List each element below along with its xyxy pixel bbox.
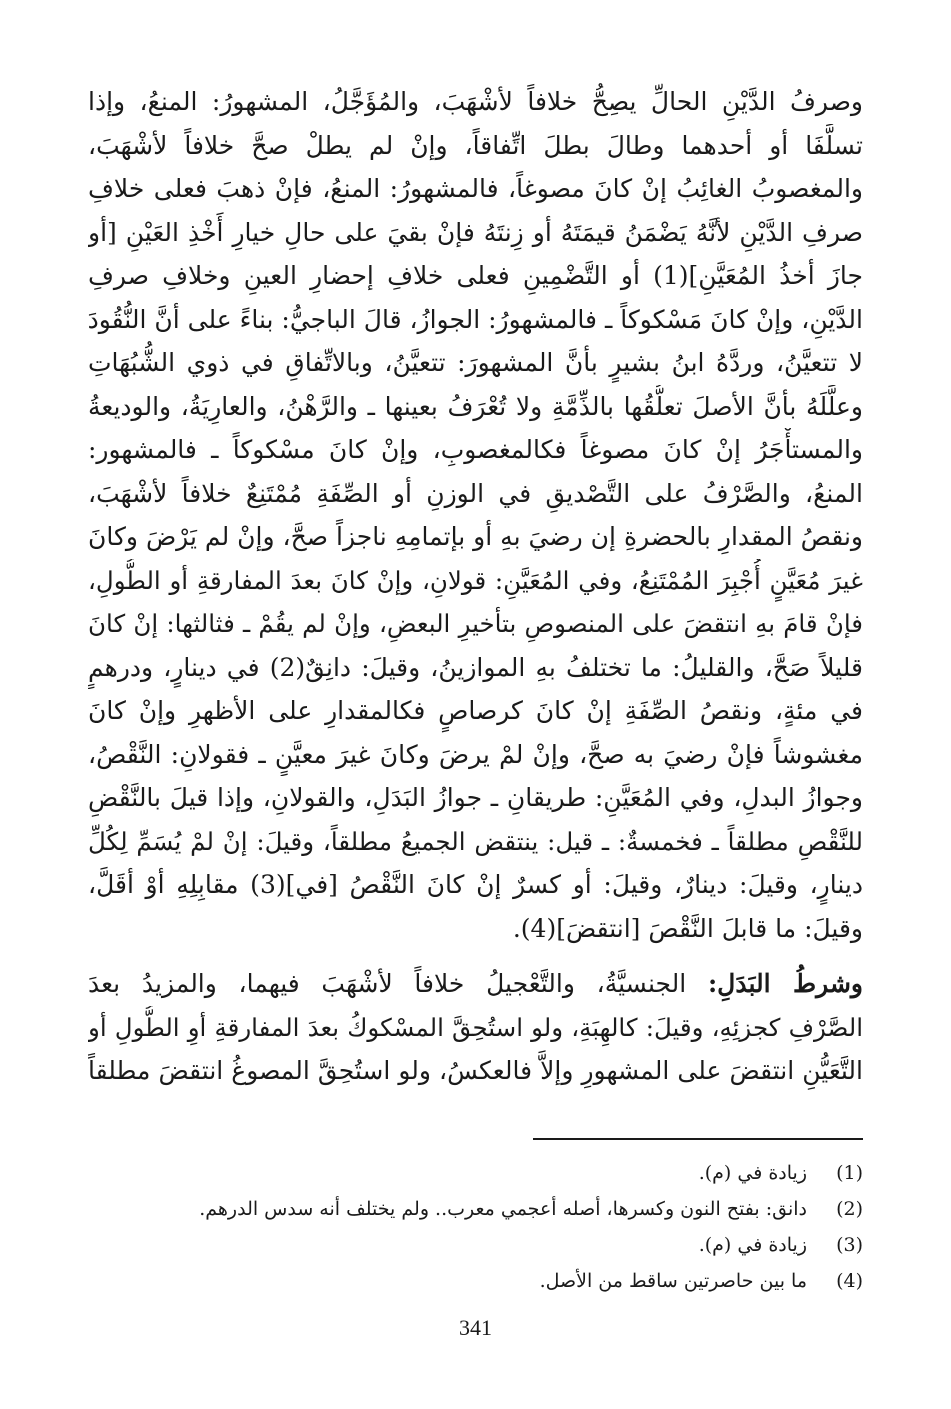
text-line: للنَّقْصِ مطلقاً ـ فخمسةٌ: ـ قيل: ينتقض الجميعُ مطلقاً، وقيلَ: إنْ لمْ يُسَمِّ لِكُلِّ (88, 826, 863, 856)
text-line: غيرَ مُعَيَّنٍ أُجْبِرَ المُمْتَنِعُ، وفي المُعَيَّنِ: قولانِ، وإنْ كانَ بعدَ المفارقةِ أو الطُّولِ، (88, 565, 863, 595)
text-line: المنعُ، والصَّرْفُ على التَّصْديقِ في الوزنِ أو الصِّفَةِ مُمْتَنِعٌ خلافاً لأشْهَبَ، (88, 478, 863, 508)
text-line: والمستأْجَرُ إنْ كانَ مصوغاً فكالمغصوبِ، وإنْ كانَ مسْكوكاً ـ فالمشهور: (88, 435, 863, 464)
footnote-text: زيادة في (م). (698, 1162, 807, 1184)
text-line: قليلاً صَحَّ، والقليلُ: ما تختلفُ بهِ الموازينُ، وقيلَ: دانِقٌ(2) في دينارٍ، ودرهمٍ (88, 652, 863, 682)
text-line: مغشوشاً فإنْ رضيَ به صحَّ، وإنْ لمْ يرضَ وكانَ غيرَ معيَّنٍ ـ فقولانِ: النَّقْصُ، (88, 739, 863, 769)
text-line: دينارٍ، وقيلَ: دينارٌ، وقيلَ: أو كسرٌ إنْ كانَ النَّقْصُ [في](3) مقابِلِهِ أوْ أقَلَّ، (88, 870, 863, 899)
footnote (88, 1227, 863, 1263)
text-line: الدَّيْنِ، وإنْ كانَ مَسْكوكاً ـ فالمشهورُ: الجوازُ، قالَ الباجيُّ: بناءً على أنَّ النُّقُودَ (88, 304, 863, 334)
footnotes (88, 1155, 863, 1299)
body-text (88, 80, 863, 1093)
text-line: جازَ أخذُ المُعَيَّنِ](1) أو التَّضْمِينِ فعلى خلافِ إحضارِ العينِ وخلافِ صرفِ (88, 261, 863, 290)
book-page (88, 80, 863, 1390)
text-line: في مئةٍ، ونقصُ الصِّفَةِ إنْ كانَ كرصاصٍ فكالمقدارِ على الأظهرِ وإنْ كانَ (88, 696, 863, 725)
text-line: ونقصُ المقدارِ بالحضرةِ إن رضيَ بهِ أو بإتمامِهِ ناجزاً صحَّ، وإنْ لم يَرْضَ وكانَ (88, 522, 863, 551)
paragraph-lead: وشرطُ البَدَلِ: (707, 969, 863, 998)
text-line: وقيلَ: ما قابلَ النَّقْصَ [انتقضَ](4). (512, 913, 863, 943)
text-line: وعلَّلَهُ بأنَّ الأصلَ تعلُّقُها بالذِّمَّةِ ولا تُعْرَفُ بعينها ـ والرَّهْنُ، والعارِيَةُ، والوديعةُ (88, 391, 863, 421)
footnote (88, 1155, 863, 1191)
footnote-separator (533, 1138, 863, 1140)
paragraph-gap (88, 950, 863, 962)
page-number: 341 (459, 1315, 492, 1340)
footnote-text: دانق: بفتح النون وكسرها، أصله أعجمي معرب.. ولم يختلف أنه سدس الدرهم. (199, 1198, 807, 1220)
footnote-number: (2) (836, 1198, 863, 1220)
footnote-text: زيادة في (م). (698, 1234, 807, 1256)
footnote-number: (3) (836, 1234, 863, 1256)
footnote (88, 1263, 863, 1299)
text-line: وصرفُ الدَّيْنِ الحالِّ يصِحُّ خلافاً لأشْهَبَ، والمُؤَجَّلُ، المشهورُ: المنعُ، وإذا (88, 87, 863, 116)
text-line: والمغصوبُ الغائِبُ إنْ كانَ مصوغاً، فالمشهورُ: المنعُ، فإنْ ذهبَ فعلى خلافِ (88, 174, 863, 203)
text-line: صرفِ الدَّيْنِ لأنَّهُ يَضْمَنُ قيمَتَهُ أو زِنتَهُ فإنْ بقيَ على حالِ خيارِ أَخْذِ العَيْنِ [أو (88, 217, 863, 247)
footnote-text: ما بين حاصرتين ساقط من الأصل. (539, 1270, 807, 1292)
text-line: لا تتعيَّنُ، وردَّهُ ابنُ بشيرٍ بأنَّ المشهورَ: تتعيَّنُ، وبالاتِّفاقِ في ذوي الشُّبُهَاتِ (88, 348, 863, 377)
footnote-number: (1) (836, 1162, 863, 1184)
text-line: التَّعَيُّنِ انتقضَ على المشهورِ وإلاَّ فالعكسُ، ولو استُحِقَّ المصوغُ انتقضَ مطلقاً (88, 1056, 863, 1085)
footnote (88, 1191, 863, 1227)
text-line-rest: الجنسيَّةُ، والتَّعْجيلُ خلافاً لأشْهَبَ فيهما، والمزيدُ بعدَ (88, 969, 708, 998)
text-line: الصَّرْفِ كجزئِهِ، وقيلَ: كالهِبَةِ، ولو استُحِقَّ المسْكوكُ بعدَ المفارقةِ أوِ الطُّولِ أو (88, 1012, 863, 1042)
text-line: وجوازُ البدلِ، وفي المُعَيَّنِ: طريقانِ ـ جوازُ البَدَلِ، والقولانِ، وإذا قيلَ بالنَّقْضِ (88, 783, 863, 812)
footnote-number: (4) (836, 1270, 863, 1292)
text-line (88, 962, 863, 1006)
text-line: تسلَّفَا أو أحدهما وطالَ بطلَ اتِّفاقاً، وإنْ لم يطلْ صحَّ خلافاً لأشْهَبَ، (88, 130, 863, 160)
text-line: فإنْ قامَ بهِ انتقضَ على المنصوصِ بتأخيرِ البعضِ، وإنْ لم يقُمْ ـ فثالثها: إنْ كانَ (88, 609, 863, 638)
